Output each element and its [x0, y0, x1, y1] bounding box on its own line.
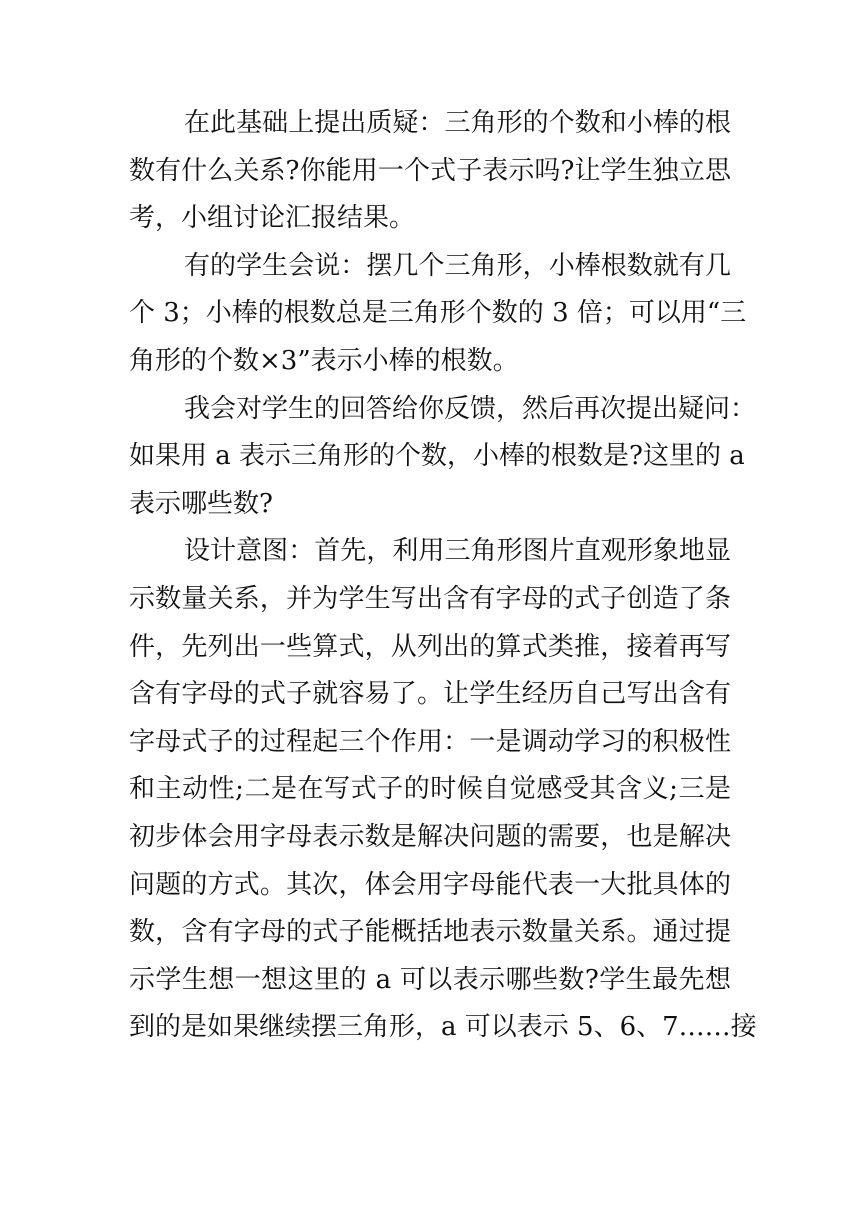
- text-line: 设计意图：首先，利用三角形图片直观形象地显: [184, 536, 731, 567]
- text-line: 角形的个数×3”表示小棒的根数。: [129, 345, 519, 376]
- text-line: 件，先列出一些算式，从列出的算式类推，接着再写: [129, 631, 731, 662]
- text-line: 表示哪些数?: [129, 488, 273, 519]
- text-line: 有的学生会说：摆几个三角形，小棒根数就有几: [184, 250, 731, 281]
- text-line: 个 3；小棒的根数总是三角形个数的 3 倍；可以用“三: [129, 298, 747, 329]
- text-line: 示数量关系，并为学生写出含有字母的式子创造了条: [129, 583, 731, 614]
- text-line: 如果用 a 表示三角形的个数，小棒的根数是?这里的 a: [129, 441, 745, 472]
- text-line: 数，含有字母的式子能概括地表示数量关系。通过提: [129, 917, 731, 948]
- text-line: 到的是如果继续摆三角形，a 可以表示 5、6、7……接: [129, 1012, 757, 1043]
- paragraph: [129, 243, 747, 386]
- text-line: 问题的方式。其次，体会用字母能代表一大批具体的: [129, 869, 731, 900]
- text-line: 初步体会用字母表示数是解决问题的需要，也是解决: [129, 821, 731, 852]
- text-line: 数有什么关系?你能用一个式子表示吗?让学生独立思: [129, 155, 731, 186]
- text-line: 字母式子的过程起三个作用：一是调动学习的积极性: [129, 726, 731, 757]
- text-line: 示学生想一想这里的 a 可以表示哪些数?学生最先想: [129, 964, 731, 995]
- document-body: [129, 100, 757, 1052]
- paragraph: [129, 528, 757, 1052]
- text-line: 含有字母的式子就容易了。让学生经历自己写出含有: [129, 679, 731, 710]
- paragraph: [129, 386, 757, 529]
- text-line: 我会对学生的回答给你反馈，然后再次提出疑问：: [184, 393, 757, 424]
- text-line: 和主动性;二是在写式子的时候自觉感受其含义;三是: [129, 774, 731, 805]
- paragraph: [129, 100, 731, 243]
- text-line: 在此基础上提出质疑：三角形的个数和小棒的根: [184, 108, 731, 138]
- text-line: 考，小组讨论汇报结果。: [129, 203, 416, 234]
